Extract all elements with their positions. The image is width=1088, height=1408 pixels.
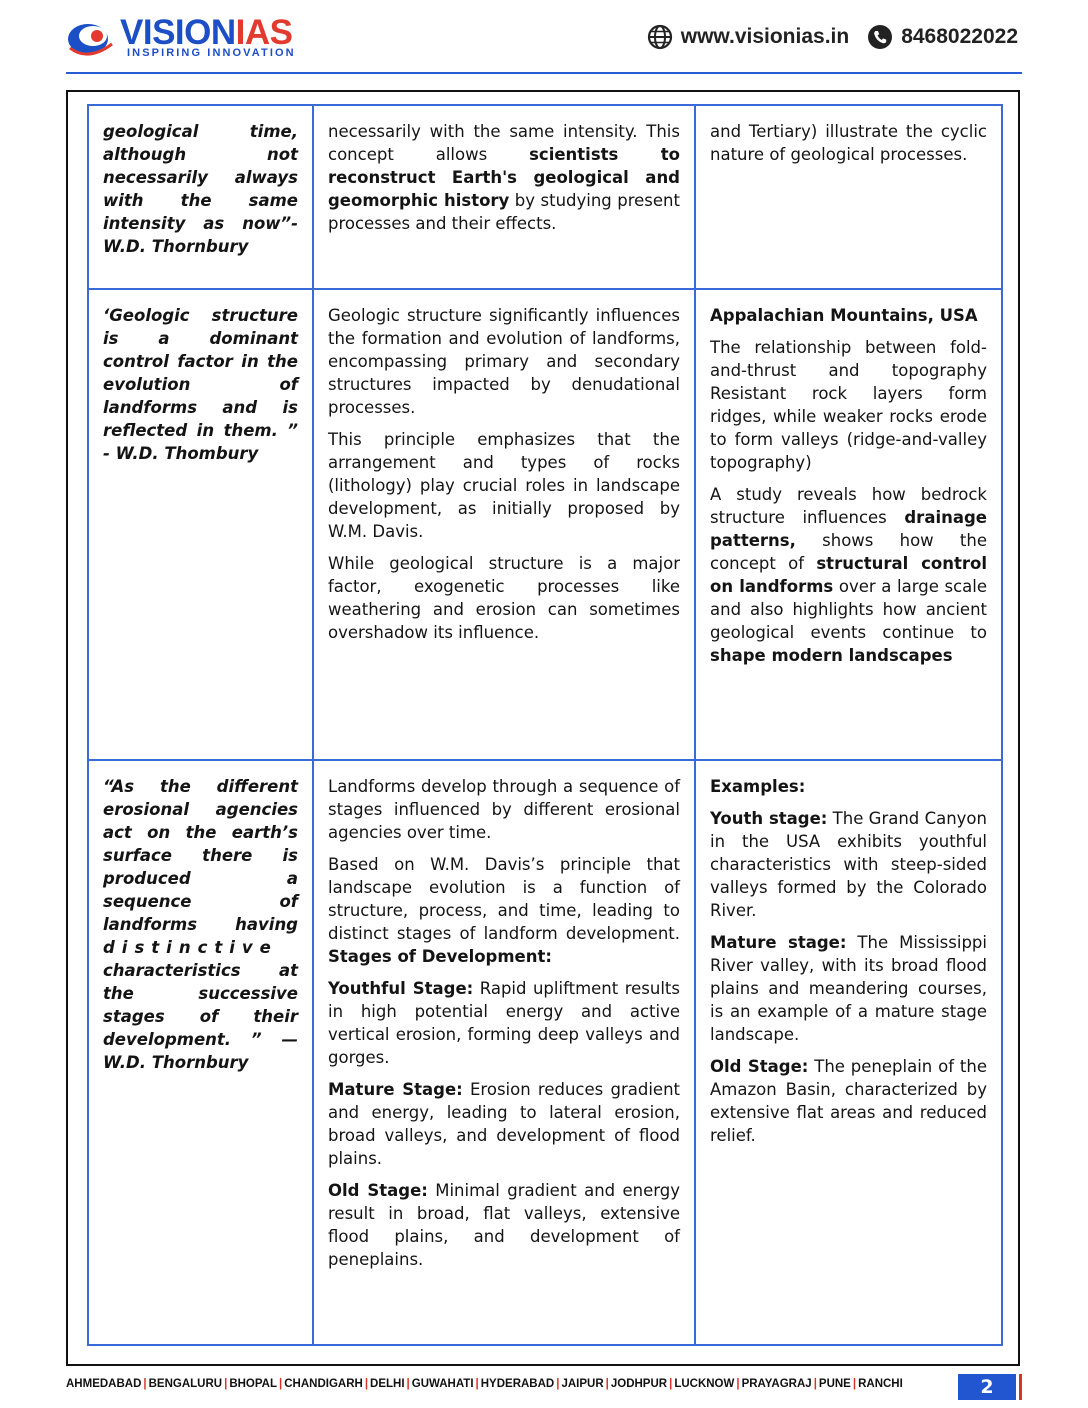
text-run: Geologic structure significantly influences the formation and evolution of landforms, encompassing primary and secondary structures impacted by denudational processes. [328, 306, 680, 417]
page-number-accent [1019, 1374, 1022, 1400]
city-separator: | [475, 1378, 479, 1390]
cell-paragraph [328, 1179, 680, 1271]
vision-logo-icon [66, 18, 116, 60]
quote-cell [88, 105, 313, 289]
bold-text: Mature Stage: [328, 1080, 463, 1099]
text-run: The Mississippi River valley, with its broad flood plains and meandering courses, is an example of a mature stage landscape. [710, 933, 987, 1044]
quote-text: ‘Geologic structure is a dominant control factor in the evolution of landforms and is reflected in them. ” - W.D. Thombury [103, 306, 298, 463]
city-name: CHANDIGARH [284, 1378, 363, 1390]
phone-number[interactable]: 8468022022 [901, 25, 1018, 48]
table-row [88, 760, 1002, 1345]
city-list [66, 1378, 903, 1390]
city-separator: | [364, 1378, 369, 1390]
quote-text-spaced: distinctive [103, 938, 278, 957]
page-footer [0, 1374, 1088, 1400]
bold-text: Old Stage: [710, 1057, 809, 1076]
phone-icon [867, 24, 893, 50]
website-link[interactable]: www.visionias.in [680, 25, 850, 48]
text-run: A study reveals how bedrock structure influences [710, 485, 987, 527]
text-run: While geological structure is a major factor, exogenetic processes like weathering and erosion can sometimes overshadow its influence. [328, 554, 680, 642]
cell-paragraph [328, 552, 680, 644]
city-separator: | [143, 1378, 147, 1390]
text-run: Rapid upliftment results in high potential energy and active vertical erosion, forming deep valleys and gorges. [328, 979, 680, 1067]
bold-text: Appalachian Mountains, USA [710, 306, 978, 325]
city-separator: | [813, 1378, 817, 1390]
city-name: JODHPUR [610, 1378, 668, 1390]
page-header [0, 0, 1088, 80]
text-run: The Grand Canyon in the USA exhibits youthful characteristics with steep-sided valleys formed by the Colorado River. [710, 809, 987, 920]
cell-paragraph [710, 336, 987, 474]
explanation-cell [313, 289, 695, 760]
explanation-cell [313, 105, 695, 289]
bold-text: drainage patterns, [710, 508, 987, 550]
quote-cell [88, 289, 313, 760]
text-run: Landforms develop through a sequence of stages influenced by different erosional agencies over time. [328, 777, 680, 842]
bold-text: scientists to reconstruct Earth's geological and geomorphic history [328, 145, 680, 210]
city-name: BHOPAL [229, 1378, 278, 1390]
globe-icon [647, 24, 673, 50]
city-separator: | [852, 1378, 857, 1390]
quote-text: geological time, although not necessarily always with the same intensity as now”- W.D. Thornbury [103, 122, 298, 256]
bold-text: Youth stage: [710, 809, 828, 828]
city-name: PRAYAGRAJ [741, 1378, 812, 1390]
cell-paragraph [328, 120, 680, 235]
city-separator: | [279, 1378, 283, 1390]
cell-paragraph [710, 483, 987, 667]
cell-paragraph [710, 775, 987, 798]
table-row [88, 289, 1002, 760]
table-row [88, 105, 1002, 289]
contact-info [647, 22, 1018, 52]
text-run: necessarily with the same intensity. This concept allows [328, 122, 680, 164]
bold-text: Mature stage: [710, 933, 847, 952]
bold-text: Old Stage: [328, 1181, 428, 1200]
bold-text: structural control on landforms [710, 554, 988, 596]
city-name: HYDERABAD [480, 1378, 555, 1390]
cell-paragraph [710, 120, 987, 166]
cell-paragraph [328, 775, 680, 844]
city-separator: | [669, 1378, 673, 1390]
city-name: JAIPUR [561, 1378, 604, 1390]
cell-paragraph [328, 1078, 680, 1170]
brand-tagline: INSPIRING INNOVATION [127, 47, 296, 59]
text-run: The relationship between fold-and-thrust and topography Resistant rock layers form ridges, while weaker rocks erode to form valleys (ridge-and-valley topography) [710, 338, 987, 472]
cell-paragraph [710, 1055, 987, 1147]
cell-paragraph [328, 428, 680, 543]
cell-paragraph [710, 304, 987, 327]
bold-text: Examples: [710, 777, 806, 796]
quote-cell [88, 760, 313, 1345]
text-run: over a large scale and also highlights how ancient geological events continue to [710, 577, 987, 642]
quote-text: “As the different erosional agencies act on the earth’s surface there is produced a sequence of landforms having [103, 777, 298, 934]
city-separator: | [224, 1378, 228, 1390]
cell-paragraph [328, 977, 680, 1069]
city-name: PUNE [818, 1378, 851, 1390]
city-separator: | [406, 1378, 410, 1390]
bold-text: Youthful Stage: [328, 979, 474, 998]
quote-text-end: characteristics at the successive stages of their development. ” — W.D. Thornbury [103, 961, 298, 1072]
brand-name-part2: IAS [235, 13, 293, 52]
city-separator: | [736, 1378, 740, 1390]
city-name: DELHI [370, 1378, 405, 1390]
city-name: BENGALURU [148, 1378, 223, 1390]
text-run: Minimal gradient and energy result in broad, flat valleys, extensive flood plains, and development of peneplains. [328, 1181, 680, 1269]
examples-cell [695, 760, 1002, 1345]
city-separator: | [556, 1378, 560, 1390]
city-separator: | [605, 1378, 609, 1390]
concepts-table [87, 104, 1003, 1346]
text-run: The peneplain of the Amazon Basin, characterized by extensive flat areas and reduced relief. [710, 1057, 987, 1145]
text-run: Based on W.M. Davis’s principle that landscape evolution is a function of structure, process, and time, leading to distinct stages of landform development. [328, 855, 680, 943]
cell-paragraph [710, 807, 987, 922]
city-name: RANCHI [858, 1378, 903, 1390]
cell-paragraph [710, 931, 987, 1046]
text-run: This principle emphasizes that the arrangement and types of rocks (lithology) play crucial roles in landscape development, as initially proposed by W.M. Davis. [328, 430, 680, 541]
text-run: Erosion reduces gradient and energy, leading to lateral erosion, broad valleys, and development of flood plains. [328, 1080, 680, 1168]
city-name: LUCKNOW [674, 1378, 735, 1390]
text-run: shows how the concept of [710, 531, 987, 573]
city-name: GUWAHATI [411, 1378, 474, 1390]
cell-paragraph [328, 304, 680, 419]
page-number: 2 [958, 1374, 1016, 1400]
brand-name-part1: VISION [120, 13, 236, 52]
cell-paragraph [328, 853, 680, 968]
header-divider [66, 72, 1022, 74]
examples-cell [695, 289, 1002, 760]
city-name: AHMEDABAD [66, 1378, 142, 1390]
explanation-cell [313, 760, 695, 1345]
examples-cell [695, 105, 1002, 289]
bold-text: shape modern landscapes [710, 646, 953, 665]
bold-text: Stages of Development: [328, 947, 552, 966]
text-run: and Tertiary) illustrate the cyclic nature of geological processes. [710, 122, 987, 164]
text-run: by studying present processes and their effects. [328, 191, 680, 233]
